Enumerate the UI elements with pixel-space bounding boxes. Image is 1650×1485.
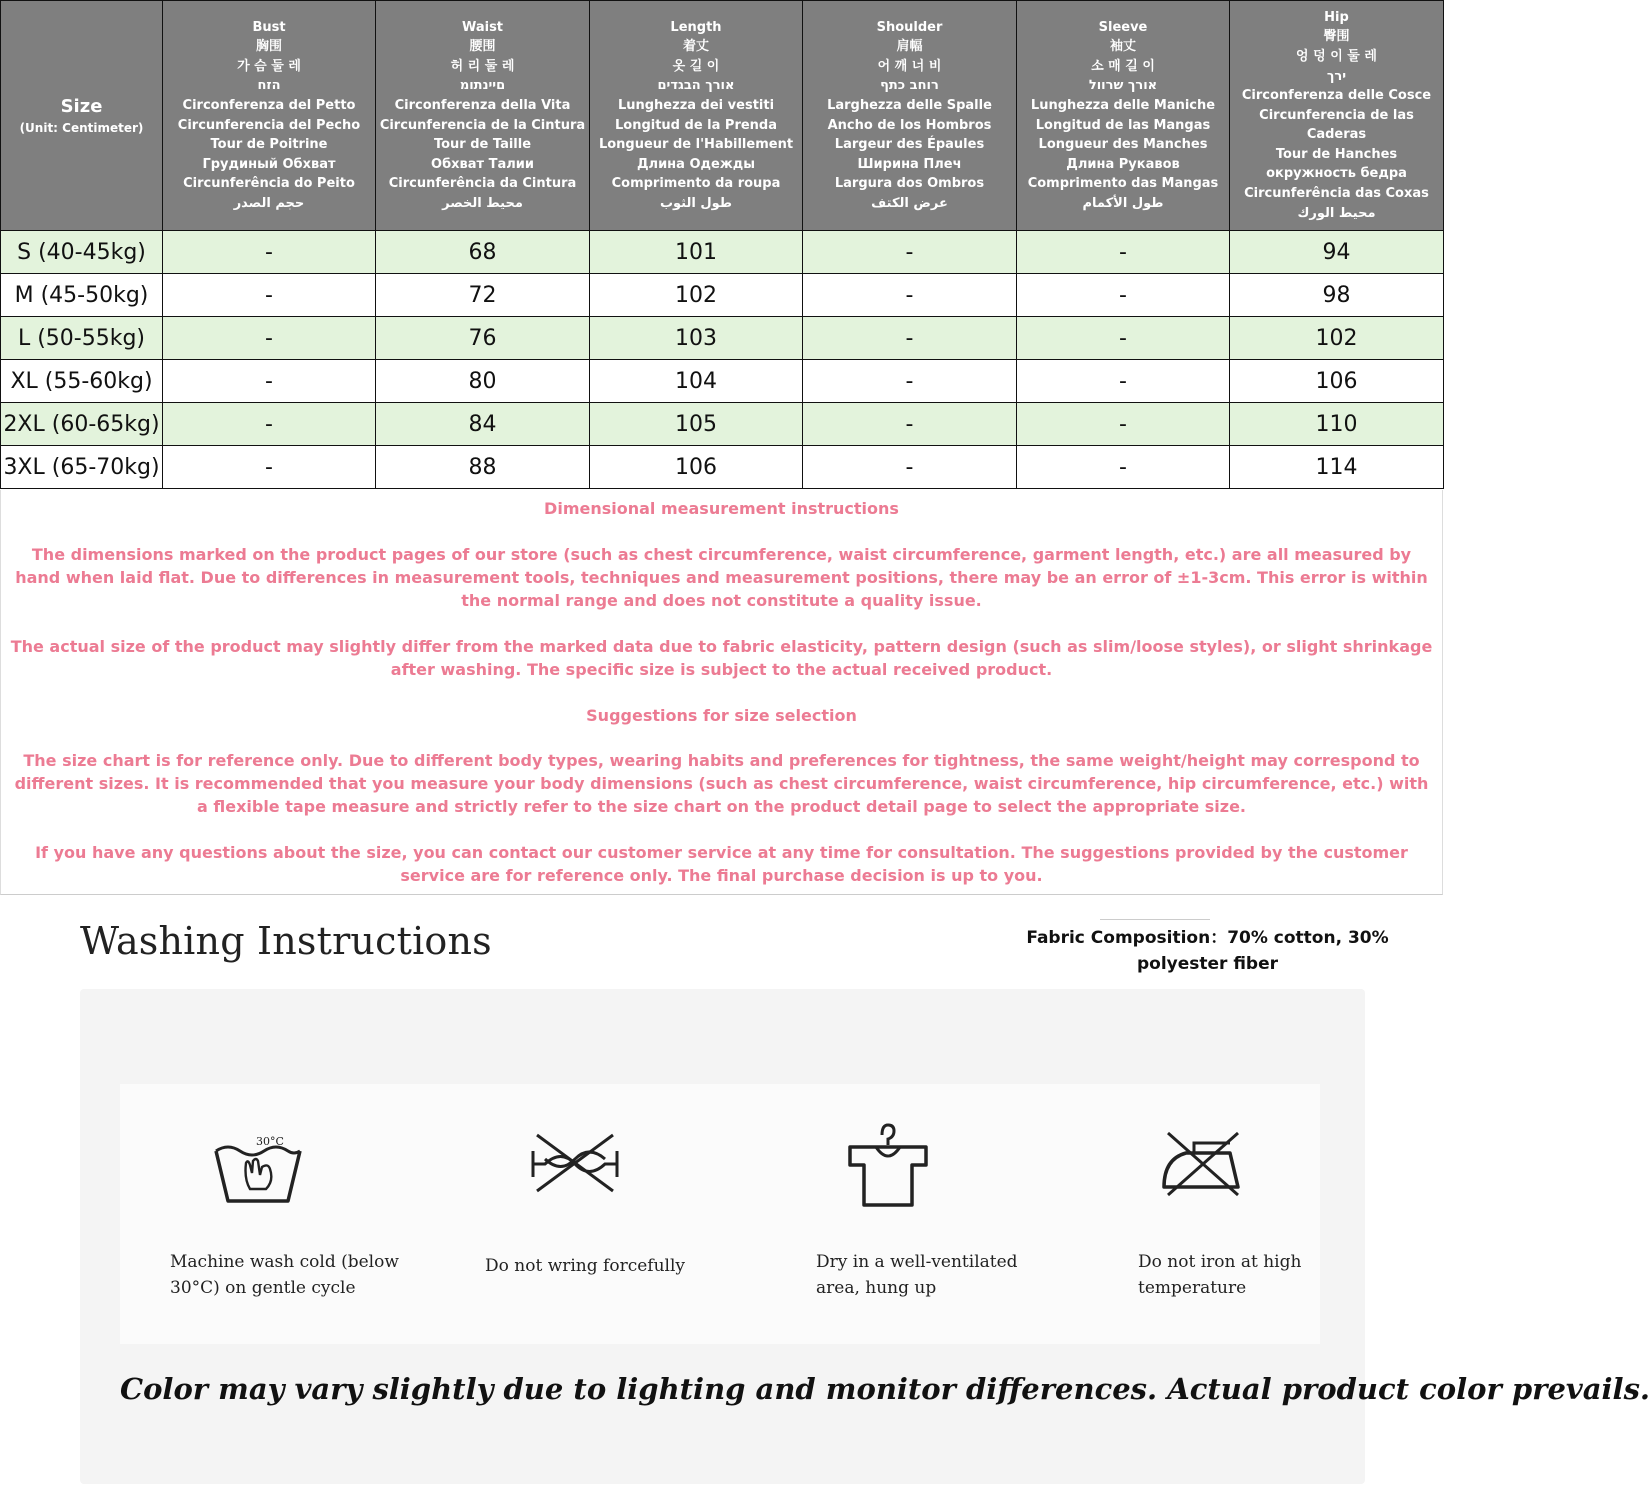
header-line: Circunferência da Cintura bbox=[388, 176, 577, 192]
do-not-wring-icon bbox=[527, 1129, 623, 1199]
header-line: Обхват Талии bbox=[431, 156, 534, 172]
hang-dry-icon bbox=[846, 1121, 930, 1209]
header-line: Sleeve bbox=[1098, 19, 1148, 35]
measurement-cell: 88 bbox=[376, 446, 590, 489]
header-line: 肩幅 bbox=[896, 39, 923, 55]
header-line: Caderas bbox=[1306, 127, 1367, 143]
size-header-title: Size bbox=[60, 96, 103, 117]
header-line: Circunferencia del Pecho bbox=[177, 117, 361, 133]
header-line: حجم الصدر bbox=[233, 195, 305, 211]
care-label-hang-dry: Dry in a well-ventilated area, hung up bbox=[816, 1252, 1018, 1298]
care-label-no-iron: Do not iron at high temperature bbox=[1138, 1252, 1302, 1298]
header-line: محيط الورك bbox=[1297, 205, 1376, 221]
header-line: 袖丈 bbox=[1109, 39, 1136, 55]
header-line: Waist bbox=[461, 19, 504, 35]
header-line: 가 슴 둘 레 bbox=[237, 58, 301, 74]
sleeve-header bbox=[1017, 1, 1230, 231]
size-cell: L (50-55kg) bbox=[1, 317, 163, 360]
table-row bbox=[1, 274, 1444, 317]
measurement-cell: 104 bbox=[590, 360, 803, 403]
measurement-cell: 105 bbox=[590, 403, 803, 446]
machine-wash-30-icon bbox=[210, 1129, 306, 1209]
measurement-cell: - bbox=[163, 403, 376, 446]
measurement-cell: 102 bbox=[590, 274, 803, 317]
header-line: Longueur des Manches bbox=[1038, 137, 1208, 153]
header-line: םיינתומ bbox=[459, 78, 506, 94]
table-header-row bbox=[1, 1, 1444, 231]
header-line: 어 깨 너 비 bbox=[877, 58, 942, 74]
measurement-cell: 114 bbox=[1230, 446, 1444, 489]
measurement-cell: - bbox=[163, 317, 376, 360]
hip-header bbox=[1230, 1, 1444, 231]
measurement-cell: - bbox=[163, 231, 376, 274]
header-line: 허 리 둘 레 bbox=[450, 58, 515, 74]
header-line: Longitud de la Prenda bbox=[614, 117, 778, 133]
measurement-cell: 101 bbox=[590, 231, 803, 274]
size-header-unit: (Unit: Centimeter) bbox=[19, 121, 144, 135]
size-cell: 2XL (60-65kg) bbox=[1, 403, 163, 446]
care-inner-panel bbox=[120, 1084, 1320, 1344]
measurement-cell: 84 bbox=[376, 403, 590, 446]
header-line: הזח bbox=[257, 78, 281, 94]
header-line: عرض الكتف bbox=[871, 195, 948, 211]
header-line: Circunferência do Peito bbox=[183, 176, 355, 192]
size-selection-heading: Suggestions for size selection bbox=[586, 706, 857, 725]
header-line: Ширина Плеч bbox=[857, 156, 962, 172]
measurement-cell: - bbox=[1017, 446, 1230, 489]
size-cell: S (40-45kg) bbox=[1, 231, 163, 274]
header-line: אורך הבגדים bbox=[657, 78, 735, 94]
bust-header bbox=[163, 1, 376, 231]
header-line: 소 매 길 이 bbox=[1091, 58, 1155, 74]
size-chart-table bbox=[0, 0, 1444, 489]
header-line: 着丈 bbox=[682, 39, 709, 55]
measurement-cell: 80 bbox=[376, 360, 590, 403]
header-line: Lunghezza dei vestiti bbox=[617, 97, 775, 113]
header-line: Ancho de los Hombros bbox=[827, 117, 992, 133]
header-line: רוחב כתף bbox=[880, 78, 939, 94]
measurement-paragraph-1: The dimensions marked on the product pages of our store (such as chest circumference, waist circumference, garment length, etc.) are all measured by hand when laid flat. Due to differences in measurement tools, techniques and measurement positions, there may be an error of ±1-3cm. This error is within the normal range and does not constitute a quality issue. bbox=[15, 545, 1428, 610]
header-line: Circonferenza della Vita bbox=[394, 97, 571, 113]
header-line: Длина Одежды bbox=[636, 156, 756, 172]
do-not-iron-high-icon bbox=[1160, 1129, 1244, 1199]
header-line: Longitud de las Mangas bbox=[1035, 117, 1211, 133]
header-line: Tour de Hanches bbox=[1275, 146, 1398, 162]
size-header bbox=[1, 1, 163, 231]
size-selection-paragraph-1: The size chart is for reference only. Due to different body types, wearing habits and preferences for tightness, the same weight/height may correspond to different sizes. It is recommended that you measure your body dimensions (such as chest circumference, waist circumference, hip circumference, etc.) with a flexible tape measure and strictly refer to the size chart on the product detail page to select the appropriate size. bbox=[14, 751, 1429, 816]
measurement-cell: - bbox=[803, 403, 1017, 446]
header-line: Larghezza delle Spalle bbox=[827, 97, 992, 113]
header-line: Circunferencia de las bbox=[1259, 107, 1414, 123]
header-line: Hip bbox=[1324, 9, 1349, 25]
header-line: окружность бедра bbox=[1266, 166, 1407, 182]
header-line: 옷 길 이 bbox=[672, 58, 720, 74]
measurement-cell: 110 bbox=[1230, 403, 1444, 446]
measurement-cell: - bbox=[803, 317, 1017, 360]
header-line: Lunghezza delle Maniche bbox=[1030, 97, 1216, 113]
header-line: محيط الخصر bbox=[442, 195, 523, 211]
table-row bbox=[1, 317, 1444, 360]
measurement-cell: - bbox=[1017, 231, 1230, 274]
size-cell: M (45-50kg) bbox=[1, 274, 163, 317]
length-header bbox=[590, 1, 803, 231]
measurement-cell: 68 bbox=[376, 231, 590, 274]
measurement-cell: - bbox=[803, 274, 1017, 317]
header-line: 엉 덩 이 둘 레 bbox=[1296, 48, 1377, 64]
measurement-cell: 98 bbox=[1230, 274, 1444, 317]
header-line: 臀围 bbox=[1323, 29, 1350, 45]
table-row bbox=[1, 360, 1444, 403]
header-line: Largeur des Épaules bbox=[834, 137, 985, 153]
fabric-composition: Fabric Composition：70% cotton, 30% polyester fiber bbox=[1026, 928, 1389, 974]
header-line: Longueur de l'Habillement bbox=[598, 137, 794, 153]
fabric-divider bbox=[1100, 919, 1210, 920]
header-line: 腰围 bbox=[469, 39, 496, 55]
measurement-cell: - bbox=[1017, 317, 1230, 360]
header-line: Длина Рукавов bbox=[1066, 156, 1180, 172]
measurement-cell: 106 bbox=[1230, 360, 1444, 403]
measurement-instructions bbox=[0, 490, 1443, 895]
washing-section bbox=[0, 897, 1650, 1485]
header-line: طول الأكمام bbox=[1082, 195, 1164, 211]
header-line: Comprimento das Mangas bbox=[1027, 176, 1219, 192]
measurement-cell: 103 bbox=[590, 317, 803, 360]
waist-header bbox=[376, 1, 590, 231]
header-line: Largura dos Ombros bbox=[834, 176, 985, 192]
measurement-cell: 76 bbox=[376, 317, 590, 360]
measurement-cell: - bbox=[803, 446, 1017, 489]
table-row bbox=[1, 231, 1444, 274]
washing-title: Washing Instructions bbox=[80, 919, 492, 963]
wash-temp-label: 30°C bbox=[256, 1135, 284, 1148]
measurement-cell: - bbox=[803, 231, 1017, 274]
measurement-paragraph-2: The actual size of the product may slightly differ from the marked data due to fabric elasticity, pattern design (such as slim/loose styles), or slight shrinkage after washing. The specific size is subject to the actual received product. bbox=[10, 637, 1433, 679]
header-line: Tour de Poitrine bbox=[210, 137, 328, 153]
measurement-cell: - bbox=[163, 360, 376, 403]
header-line: Tour de Taille bbox=[433, 137, 532, 153]
measurement-cell: - bbox=[1017, 403, 1230, 446]
header-line: Circunferencia de la Cintura bbox=[379, 117, 586, 133]
measurement-cell: 94 bbox=[1230, 231, 1444, 274]
measurement-cell: 106 bbox=[590, 446, 803, 489]
header-line: 胸围 bbox=[255, 39, 282, 55]
size-cell: 3XL (65-70kg) bbox=[1, 446, 163, 489]
header-line: Bust bbox=[252, 19, 286, 35]
measurement-cell: - bbox=[1017, 274, 1230, 317]
color-disclaimer: Color may vary slightly due to lighting and monitor differences. Actual product color prevails. bbox=[120, 1372, 1650, 1406]
size-cell: XL (55-60kg) bbox=[1, 360, 163, 403]
header-line: Circunferência das Coxas bbox=[1244, 186, 1429, 202]
header-line: Грудиный Обхват bbox=[202, 156, 336, 172]
measurement-cell: 72 bbox=[376, 274, 590, 317]
header-line: Circonferenza delle Cosce bbox=[1241, 88, 1432, 104]
header-line: ירך bbox=[1326, 68, 1347, 84]
measurement-cell: 102 bbox=[1230, 317, 1444, 360]
table-row bbox=[1, 446, 1444, 489]
header-line: Length bbox=[670, 19, 722, 35]
size-selection-paragraph-2: If you have any questions about the size, you can contact our customer service at any time for consultation. The suggestions provided by the customer service are for reference only. The final purchase decision is up to you. bbox=[35, 843, 1408, 885]
measurement-cell: - bbox=[1017, 360, 1230, 403]
header-line: Circonferenza del Petto bbox=[182, 97, 356, 113]
header-line: طول الثوب bbox=[659, 195, 733, 211]
header-line: Comprimento da roupa bbox=[611, 176, 781, 192]
header-line: אורך שרוול bbox=[1088, 78, 1158, 94]
table-row bbox=[1, 403, 1444, 446]
measurement-heading: Dimensional measurement instructions bbox=[544, 499, 899, 518]
measurement-cell: - bbox=[803, 360, 1017, 403]
measurement-cell: - bbox=[163, 446, 376, 489]
shoulder-header bbox=[803, 1, 1017, 231]
care-label-no-wring: Do not wring forcefully bbox=[485, 1256, 685, 1276]
care-panel bbox=[80, 989, 1650, 1484]
header-line: Shoulder bbox=[876, 19, 943, 35]
care-label-machine-wash: Machine wash cold (below 30°C) on gentle cycle bbox=[170, 1252, 399, 1298]
measurement-cell: - bbox=[163, 274, 376, 317]
